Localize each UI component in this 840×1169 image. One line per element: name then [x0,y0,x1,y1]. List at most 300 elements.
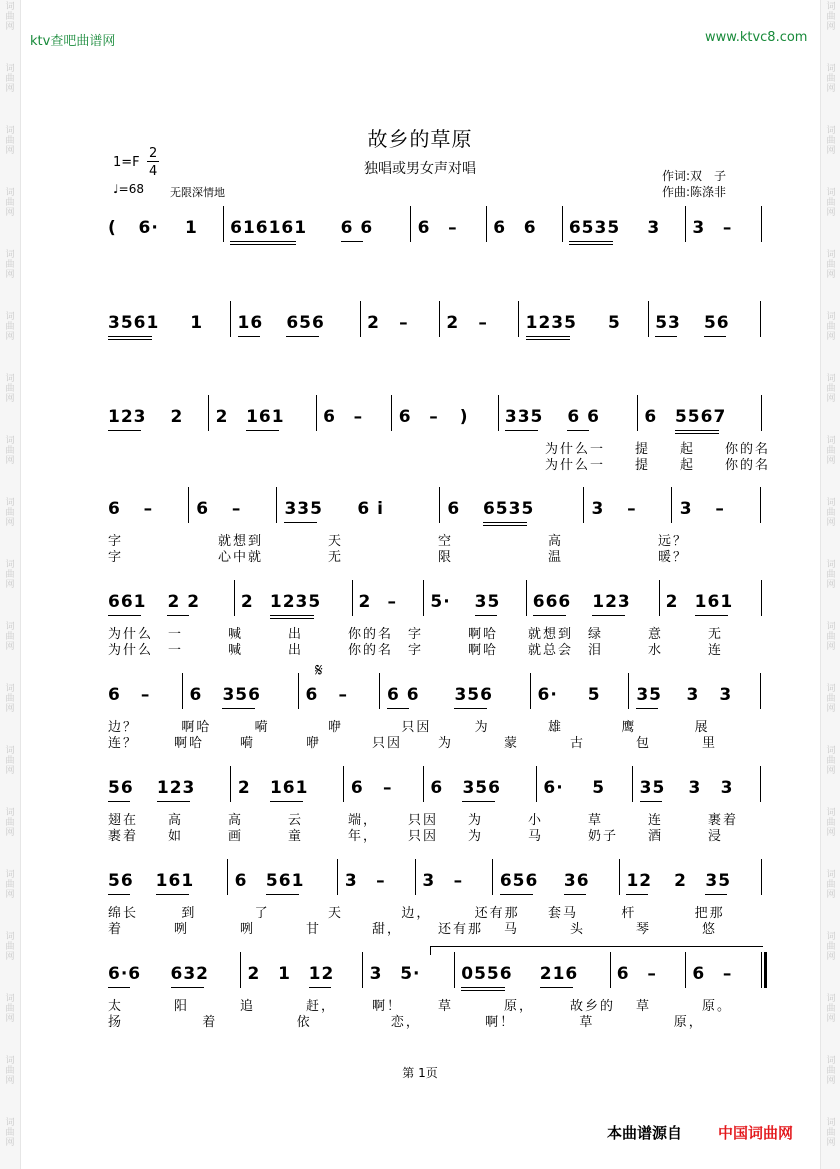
lyric-word: 咿 [328,720,344,735]
bar-line [583,487,584,523]
lyric-word: 扬 [108,1015,124,1030]
note-group: – [353,407,364,427]
margin-watermark-text: 词 曲 网 [826,622,836,652]
lyric-word: 画 [228,829,244,844]
note-group: 3 [692,218,706,238]
beam-underline [286,336,319,337]
beam-underline [108,615,141,616]
note-group: 5· [430,592,451,612]
beam-underline [533,615,566,616]
margin-watermark-text: 词 曲 网 [5,1056,15,1086]
end-repeat-bar [764,952,767,988]
note-group: 12 [626,871,653,891]
lyric-word: 童 [288,829,304,844]
margin-watermark-text: 词 曲 网 [826,1118,836,1148]
bar-line [498,395,499,431]
margin-watermark-text: 词 曲 网 [5,560,15,590]
bar-line [343,766,344,802]
lyric-word: 起 [680,458,696,473]
lyric-word: 甘 [306,922,322,937]
lyric-word: 嗬 [254,720,270,735]
margin-watermark-text: 词 曲 网 [5,436,15,466]
note-group: 2 2 [167,592,201,612]
lyric-word: 为什么 [108,643,154,658]
lyric-word: 着 [202,1015,218,1030]
margin-watermark-text: 词 曲 网 [826,2,836,32]
note-group: 1 [278,964,291,984]
margin-watermark-text: 词 曲 网 [5,870,15,900]
lyric-word: 头 [570,922,586,937]
note-group: 1235 [525,313,577,333]
bar-line [760,766,761,802]
bar-line [526,580,527,616]
note-group: 1 [185,218,198,238]
lyric-word: 展 [694,720,710,735]
note-group: 6 [108,499,121,519]
lyric-word: 咿 [306,736,322,751]
note-group: 335 [284,499,323,519]
beam-underline [108,336,152,337]
lyric-word: 为什么 [108,627,154,642]
note-group: – [448,218,458,238]
lyric-word: 暖？ [658,550,689,565]
note-group: 632 [170,964,209,984]
note-group: 6 [616,964,630,984]
note-group: 6 [447,499,461,519]
margin-watermark-text: 词 曲 网 [5,1118,15,1148]
time-divider [147,161,159,162]
bar-line [761,395,762,431]
lyric-word: 啊哈 [181,720,212,735]
note-group: 3 [369,964,383,984]
margin-watermark-text: 词 曲 网 [5,808,15,838]
lyric-word: 为 [438,736,454,751]
margin-watermark-text: 词 曲 网 [5,126,15,156]
margin-watermark-text: 词 曲 网 [826,250,836,280]
beam-underline [167,615,189,616]
bar-line [632,766,633,802]
lyric-word: 边？ [108,720,139,735]
note-group: 6 [692,964,706,984]
note-group: 6 6 [567,407,600,427]
lyric-word: 绵长 [108,906,139,921]
note-group: 2 [665,592,679,612]
lyric-word: 你的名 [725,442,771,457]
bar-line [760,673,761,709]
bar-line [530,673,531,709]
note-group: 35 [705,871,732,891]
beam-underline [695,615,728,616]
note-group: 3561 [108,313,160,333]
note-group: – [627,499,637,519]
beam-underline [675,430,719,431]
first-ending-bracket [430,946,763,955]
note-group: 656 [286,313,325,333]
lyric-word: 出 [288,643,304,658]
lyric-word: 蒙 [504,736,520,751]
note-group: 3 [647,218,661,238]
beam-underline [341,241,363,242]
source-label: 本曲谱源自 [607,1124,683,1142]
beam-underline [157,801,190,802]
note-group: – [478,313,488,333]
bar-line [276,487,277,523]
note-group: 35 [636,685,662,705]
note-group: – [338,685,348,705]
margin-watermark-text: 词 曲 网 [826,126,836,156]
beam-underline [564,894,586,895]
lyric-word: 水 [648,643,664,658]
note-group: 161 [694,592,734,612]
beam-underline [500,894,533,895]
beam-underline-double [230,244,296,245]
lyric-word: 连 [708,643,724,658]
note-group: 2 [367,313,380,333]
note-group: 3 [679,499,693,519]
lyric-word: 天 [328,534,344,549]
lyric-word: 意 [648,627,664,642]
margin-watermark-text: 词 曲 网 [5,64,15,94]
lyric-word: 绿 [588,627,604,642]
lyric-word: 字 [108,550,124,565]
lyric-word: 限 [438,550,454,565]
lyric-word: 鹰 [621,720,637,735]
note-group: 3 [686,685,700,705]
note-group: 6 [644,407,658,427]
beam-underline-double [270,618,314,619]
margin-watermark-text: 词 曲 网 [826,1056,836,1086]
lyric-word: 无 [328,550,344,565]
lyric-word: 只因 [408,813,439,828]
lyric-word: 了 [254,906,270,921]
note-group: – [647,964,657,984]
beam-underline [704,336,726,337]
bar-line [188,487,189,523]
bar-line [362,952,363,988]
segno-icon: 𝄋 [315,660,323,681]
note-group: 6 6 [387,685,420,705]
note-group: 161 [155,871,195,891]
lyric-word: 高 [228,813,244,828]
note-group: 2 [446,313,460,333]
margin-watermark-text: 词 曲 网 [5,188,15,218]
bar-line [360,301,361,337]
beam-underline [626,894,648,895]
note-group: 6 [350,778,364,798]
margin-watermark-text: 词 曲 网 [5,250,15,280]
margin-watermark-text: 词 曲 网 [826,64,836,94]
lyric-word: 连 [648,813,664,828]
note-group: – [722,218,733,238]
lyric-word: 原， [673,1015,704,1030]
note-group: 56 [703,313,730,333]
note-group: 6· [543,778,564,798]
lyric-word: 咧 [240,922,256,937]
note-group: 0556 [461,964,513,984]
beam-underline [567,430,589,431]
lyric-word: 赶， [306,999,337,1014]
lyric-word: 还有那 [474,906,520,921]
margin-watermark-text: 词 曲 网 [826,870,836,900]
lyric-word: 草 [438,999,454,1014]
lyric-word: 起 [680,442,696,457]
lyric-word: 包 [636,736,652,751]
lyricist: 作词:双 子 [662,169,727,183]
lyric-word: 为 [468,829,484,844]
notation-line [108,313,768,335]
bar-line [492,859,493,895]
lyric-word: 着 [108,922,124,937]
lyric-word: 一 [590,442,606,457]
note-group: 5 [592,778,606,798]
lyric-word: 嗬 [240,736,256,751]
bar-line [240,952,241,988]
lyric-word: 端， [348,813,379,828]
lyric-word: 咧 [174,922,190,937]
lyric-word: 出 [288,627,304,642]
lyric-word: 里 [702,736,718,751]
note-group: 161 [246,407,285,427]
note-group: 12 [308,964,335,984]
lyric-word: 就想到 [528,627,574,642]
note-group: 6 [398,407,412,427]
lyric-word: 依 [296,1015,312,1030]
bar-line [391,395,392,431]
bar-line [760,487,761,523]
note-group: – [453,871,464,891]
composer: 作曲:陈涤非 [662,185,727,199]
lyric-word: 雄 [548,720,564,735]
lyric-word: 为什么 [545,442,591,457]
lyric-word: 马 [528,829,544,844]
lyric-word: 喊 [228,643,244,658]
note-group: 5· [400,964,421,984]
beam-underline [108,894,130,895]
bar-line [671,487,672,523]
note-group: – [429,407,439,427]
note-group: ( [108,218,117,238]
bar-line [439,301,440,337]
note-group: 6 [196,499,210,519]
note-group: – [715,499,725,519]
note-group: 356 [462,778,501,798]
bar-line [761,859,762,895]
header-left-site[interactable]: ktv查吧曲谱网 [30,34,116,49]
lyric-word: 啊哈 [468,627,499,642]
lyric-word: 追 [240,999,256,1014]
beam-underline [270,615,314,616]
bar-line [659,580,660,616]
note-group: 666 [532,592,572,612]
lyric-word: 啊！ [485,1015,516,1030]
bar-line [227,859,228,895]
note-group: 6535 [568,218,621,238]
bar-line [352,580,353,616]
lyric-word: 你的名 [348,627,394,642]
bar-line [298,673,299,709]
note-group: 616161 [230,218,308,238]
key-signature: 1=F [113,155,140,170]
beam-underline [270,801,303,802]
note-group: 356 [454,685,493,705]
bar-line [316,395,317,431]
lyric-word: 提 [635,458,651,473]
beam-underline [156,894,189,895]
lyric-word: 悠 [702,922,718,937]
note-group: 3 [719,685,733,705]
beam-underline [171,987,204,988]
lyric-word: 高 [168,813,184,828]
lyric-word: 高 [548,534,564,549]
note-group: 2 [215,407,229,427]
bar-line [761,206,762,242]
lyric-word: 琴 [636,922,652,937]
lyric-word: 还有那 [438,922,484,937]
lyric-word: 字 [408,627,424,642]
note-group: 6 [234,871,248,891]
lyric-word: 一 [168,627,184,642]
beam-underline [462,801,495,802]
note-group: 16 [237,313,264,333]
lyric-word: 草 [579,1015,595,1030]
note-group: 2 [170,407,184,427]
note-group: 5567 [674,407,727,427]
beam-underline [238,336,260,337]
lyric-word: 只因 [401,720,432,735]
lyric-word: 啊哈 [468,643,499,658]
lyric-word: 连？ [108,736,139,751]
beam-underline [284,522,317,523]
beam-underline [387,708,409,709]
margin-watermark-text: 词 曲 网 [5,746,15,776]
note-group: 2 [247,964,261,984]
bar-line [234,580,235,616]
lyric-word: 草 [636,999,652,1014]
note-group: 6 [108,685,121,705]
page-number: 第 1页 [402,1066,438,1080]
note-group: 356 [222,685,261,705]
beam-underline-double [483,525,527,526]
lyric-word: 啊！ [372,999,403,1014]
beam-underline [309,987,331,988]
bar-line [337,859,338,895]
beam-underline [108,430,141,431]
lyric-word: 裹着 [708,813,739,828]
note-group: 53 [655,313,681,333]
beam-underline [475,615,497,616]
lyric-word: 一 [590,458,606,473]
note-group: 6 [493,218,507,238]
margin-watermark-text: 词 曲 网 [826,684,836,714]
beam-underline [505,430,538,431]
beam-underline [592,615,625,616]
beam-underline [655,336,677,337]
source-site[interactable]: 中国词曲网 [718,1124,794,1142]
note-group: 3 [591,499,605,519]
lyric-word: 酒 [648,829,664,844]
margin-watermark-text: 词 曲 网 [5,932,15,962]
lyric-word: 你的名 [725,458,771,473]
margin-watermark-text: 词 曲 网 [5,374,15,404]
note-group: 56 [108,778,134,798]
note-group: 1235 [269,592,322,612]
beam-underline [461,987,505,988]
note-group: 35 [639,778,666,798]
note-group: 6 [523,218,537,238]
note-group: 161 [269,778,309,798]
header-right-site[interactable]: www.ktvc8.com [705,30,808,45]
beam-underline [640,801,662,802]
bar-line [230,301,231,337]
margin-watermark-text: 词 曲 网 [826,188,836,218]
bar-line [536,766,537,802]
notation-line [108,218,768,240]
note-group: 5 [587,685,601,705]
margin-watermark-text: 词 曲 网 [826,436,836,466]
margin-watermark-text: 词 曲 网 [5,684,15,714]
margin-watermark-text: 词 曲 网 [5,2,15,32]
beam-underline [540,987,573,988]
lyric-word: 甜， [372,922,403,937]
lyric-word: 草 [588,813,604,828]
margin-watermark-text: 词 曲 网 [5,994,15,1024]
lyric-word: 到 [181,906,197,921]
note-group: 123 [108,407,147,427]
lyric-word: 恋， [390,1015,421,1030]
margin-watermark-text: 词 曲 网 [826,312,836,342]
lyric-word: 杆 [621,906,637,921]
beam-underline-double [675,433,719,434]
notation-line [108,778,768,800]
notation-line [108,407,768,429]
lyric-word: 天 [328,906,344,921]
note-group: – [140,685,151,705]
lyric-word: 太 [108,999,124,1014]
margin-watermark-text: 词 曲 网 [826,560,836,590]
lyric-word: 小 [528,813,544,828]
margin-watermark-text: 词 曲 网 [826,808,836,838]
beam-underline-double [461,990,505,991]
lyric-word: 奶子 [588,829,619,844]
note-group: – [143,499,154,519]
song-subtitle: 独唱或男女声对唱 [364,161,476,177]
beam-underline-double [569,244,613,245]
lyric-word: 字 [408,643,424,658]
beam-underline [569,241,613,242]
note-group: 656 [499,871,539,891]
bar-line [562,206,563,242]
lyric-word: 就总会 [528,643,574,658]
bar-line [208,395,209,431]
lyric-word: 一 [168,643,184,658]
bar-line [628,673,629,709]
beam-underline [108,801,130,802]
note-group: – [399,313,409,333]
note-group: 6535 [482,499,535,519]
lyric-word: 空 [438,534,454,549]
beam-underline [108,987,130,988]
lyric-word: 马 [504,922,520,937]
beam-underline [266,894,299,895]
note-group: 1 [190,313,204,333]
note-group: 6 6 [340,218,374,238]
note-group: – [383,778,393,798]
margin-watermark-text: 词 曲 网 [826,994,836,1024]
lyric-word: 故乡的 [570,999,616,1014]
bar-line [379,673,380,709]
lyric-word: 原， [504,999,535,1014]
note-group: 3 [344,871,358,891]
